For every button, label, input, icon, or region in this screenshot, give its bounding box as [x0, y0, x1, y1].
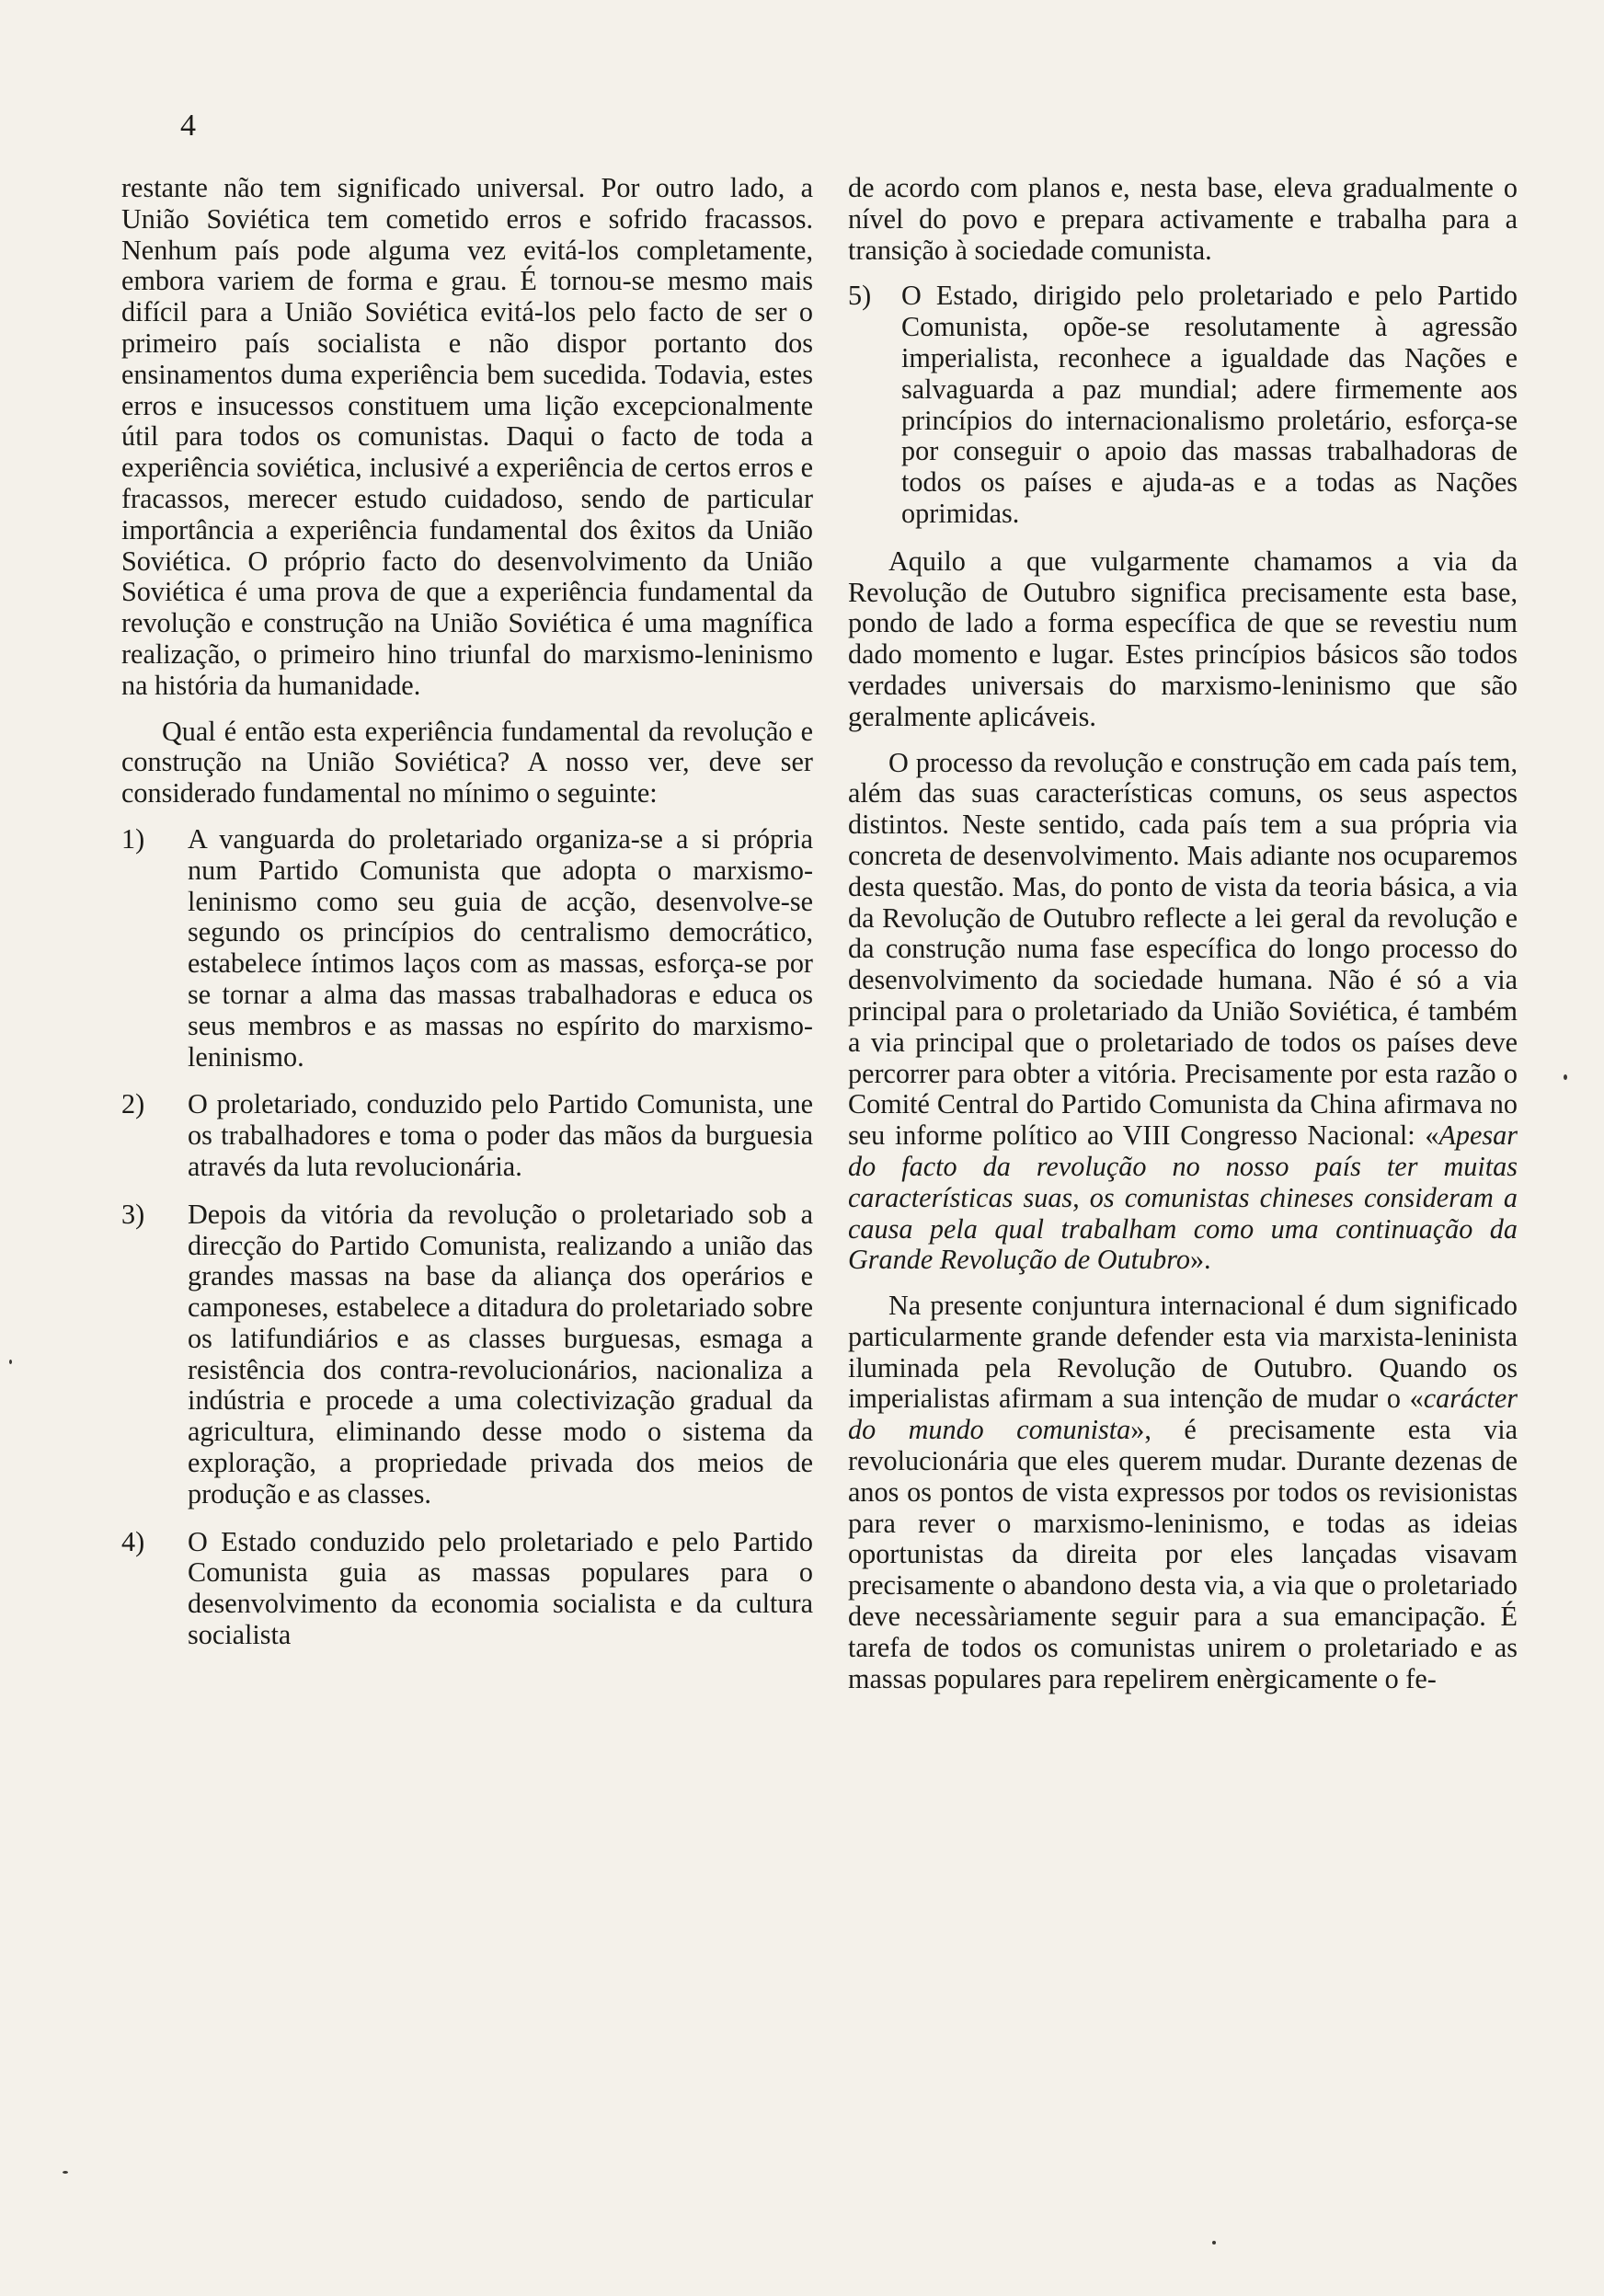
scan-speck	[1564, 1074, 1567, 1080]
right-paragraph-2	[848, 748, 1518, 1277]
list-item-text: O Estado, dirigido pelo proletariado e pelo Partido Comunista, opõe-se resolutamente à agressão imperialista, reconhece a igualdade das Nações e salvaguarda a paz mundial; adere firmemente aos princípios do internacionalismo proletário, esforça-se por conseguir o apoio das massas trabalhadoras de todos os países e ajuda-as e a todas as Nações oprimidas.	[901, 280, 1518, 529]
paragraph-text: O processo da revolução e construção em cada país tem, além das suas características comuns, os seus aspectos distintos. Neste sentido, cada país tem a sua própria via concreta de desenvolvimento. Mais adiante nos ocuparemos desta questão. Mas, do ponto de vista da teoria básica, a via da Revolução de Outubro reflecte a lei geral da revolução e da construção numa fase específica do longo processo do desenvolvimento da sociedade humana. Não é só a via principal para o proletariado da União Soviética, é também a via principal que o proletariado de todos os países deve percorrer para obter a vitória. Precisamente por esta razão o Comité Central do Partido Comunista da China afirmava no seu informe político ao VIII Congresso Nacional: «	[848, 746, 1518, 1152]
left-paragraph-1: restante não tem significado universal. Por outro lado, a União Soviética tem cometido erros e sofrido fracassos. Nenhum país pode alguma vez evitá-los completamente, embora variem de forma e grau. É tornou-se mesmo mais difícil para a União Soviética evitá-los pelo facto de ser o primeiro país socialista e não dispor portanto dos ensinamentos duma experiência bem sucedida. Todavia, estes erros e insucessos constituem uma lição excepcionalmente útil para todos os comunistas. Daqui o facto de toda a experiência soviética, inclusivé a experiência de certos erros e fracassos, merecer estudo cuidadoso, sendo de particular importância a experiência fundamental dos êxitos da União Soviética. O próprio facto do desenvolvimento da União Soviética é uma prova de que a experiência fundamental da revolução e construção na União Soviética é uma magnífica realização, o primeiro hino triunfal do marxismo-leninismo na história da humanidade.	[121, 172, 813, 701]
list-item-number: 2)	[121, 1088, 145, 1120]
scan-speck	[9, 1360, 12, 1364]
italic-quote: carácter do mundo comunista	[848, 1383, 1518, 1446]
list-item	[121, 1527, 813, 1651]
scan-speck	[63, 2171, 68, 2174]
page-number: 4	[180, 109, 196, 143]
left-paragraph-2: Qual é então esta experiência fundamental da revolução e construção na União Soviética? A nosso ver, deve ser considerado fundamental no mínimo o seguinte:	[121, 715, 813, 809]
right-paragraph-3	[848, 1291, 1518, 1694]
paragraph-text: ».	[1189, 1244, 1211, 1276]
right-continuation-paragraph: de acordo com planos e, nesta base, eleva gradualmente o nível do povo e prepara activamente e trabalha para a transição à sociedade comunista.	[848, 172, 1518, 266]
list-item-text: A vanguarda do proletariado organiza-se a si própria num Partido Comunista que adopta o marxismo-leninismo como seu guia de acção, desenvolve-se segundo os princípios do centralismo democrático, estabelece íntimos laços com as massas, esforça-se por se tornar a alma das massas trabalhadoras e educa os seus membros e as massas no espírito do marxismo-leninismo.	[188, 822, 813, 1073]
left-column	[121, 173, 813, 1668]
list-item	[848, 281, 1518, 529]
list-item-number: 5)	[848, 280, 872, 312]
right-paragraph-1: Aquilo a que vulgarmente chamamos a via da Revolução de Outubro significa precisamente esta base, pondo de lado a forma específica de que se revestiu num dado momento e lugar. Estes princípios básicos são todos verdades universais do marxismo-leninismo que são geralmente aplicáveis.	[848, 545, 1518, 732]
list-item-number: 3)	[121, 1198, 145, 1230]
scan-speck	[1212, 2241, 1216, 2244]
list-item-number: 1)	[121, 822, 145, 855]
list-item	[121, 1200, 813, 1510]
list-item-text: Depois da vitória da revolução o proletariado sob a direcção do Partido Comunista, realizando a união das grandes massas na base da aliança dos operários e camponeses, estabelece a ditadura do proletariado sobre os latifundiários e as classes burguesas, esmaga a resistência dos contra-revolucionários, nacionaliza a indústria e procede a uma colectivização gradual da agricultura, eliminando desse modo o sistema da exploração, a propriedade privada dos meios de produção e as classes.	[188, 1198, 813, 1510]
paragraph-text: Na presente conjuntura internacional é dum significado particularmente grande defender esta via marxista-leninista iluminada pela Revolução de Outubro. Quando os imperialistas afirmam a sua intenção de mudar o «	[848, 1290, 1518, 1415]
list-item	[121, 1089, 813, 1182]
italic-quote: Apesar do facto da revolução no nosso país ter muitas características suas, os comunistas chineses consideram a causa pela qual trabalham como uma continuação da Grande Revolução de Outubro	[848, 1119, 1518, 1276]
right-column	[848, 173, 1518, 1709]
paragraph-text: », é precisamente esta via revolucionária que eles querem mudar. Durante dezenas de anos os pontos de vista expressos por todos os revisionistas para rever o marxismo-leninismo, e todas as ideias oportunistas da direita por eles lançadas visavam precisamente o abandono desta via, a via que o proletariado deve necessàriamente seguir para a sua emancipação. É tarefa de todos os comunistas unirem o proletariado e as massas populares para repelirem enèrgicamente o fe-	[848, 1414, 1518, 1694]
list-item-text: O proletariado, conduzido pelo Partido Comunista, une os trabalhadores e toma o poder das mãos da burguesia através da luta revolucionária.	[188, 1088, 813, 1182]
list-item-text: O Estado conduzido pelo proletariado e pelo Partido Comunista guia as massas populares para o desenvolvimento da economia socialista e da cultura socialista	[188, 1525, 813, 1651]
list-item-number: 4)	[121, 1525, 145, 1557]
list-item	[121, 824, 813, 1073]
